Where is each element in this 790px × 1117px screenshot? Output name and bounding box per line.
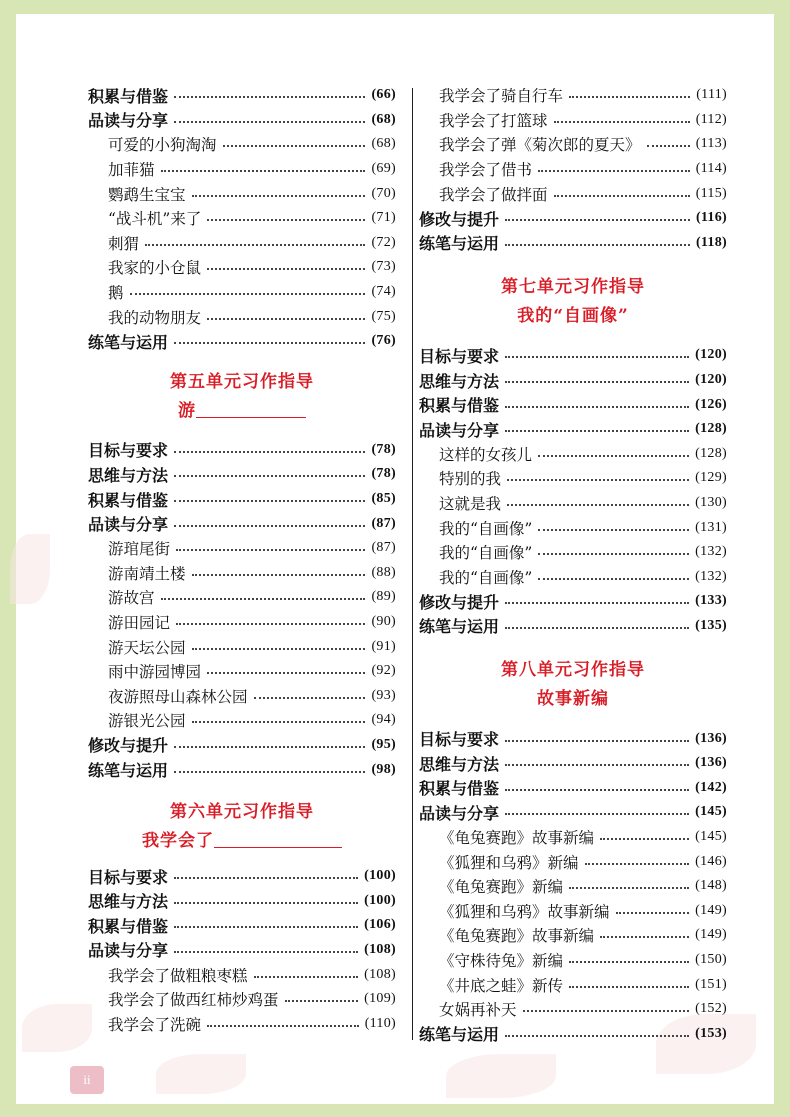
toc-entry[interactable]: 修改与提升 (133) bbox=[419, 592, 727, 612]
toc-entry[interactable]: 《狐狸和乌鸦》新编 (146) bbox=[439, 853, 727, 872]
toc-entry[interactable]: 《龟兔赛跑》故事新编 (149) bbox=[439, 927, 727, 946]
toc-entry[interactable]: 思维与方法 (100) bbox=[88, 892, 396, 912]
toc-entry[interactable]: 我学会了骑自行车 (111) bbox=[439, 87, 727, 106]
toc-entry[interactable]: 品读与分享 (68) bbox=[88, 111, 396, 131]
toc-entry[interactable]: 思维与方法 (120) bbox=[419, 371, 727, 391]
toc-entry[interactable]: 品读与分享 (145) bbox=[419, 803, 727, 823]
toc-entry[interactable]: 我的“自画像” (132) bbox=[439, 544, 727, 563]
toc-entry[interactable]: 《龟兔赛跑》新编 (148) bbox=[439, 878, 727, 897]
toc-entry[interactable]: 目标与要求 (136) bbox=[419, 730, 727, 750]
toc-entry[interactable]: 《井底之蛙》新传 (151) bbox=[439, 976, 727, 995]
toc-entry[interactable]: 练笔与运用 (98) bbox=[88, 761, 396, 781]
toc-entry[interactable]: 练笔与运用 (118) bbox=[419, 234, 727, 254]
toc-entry[interactable]: 女娲再补天 (152) bbox=[439, 1001, 727, 1020]
toc-entry[interactable]: 游银光公园 (94) bbox=[108, 712, 396, 731]
toc-entry[interactable]: 积累与借鉴 (85) bbox=[88, 490, 396, 510]
toc-entry[interactable]: 鹦鹉生宝宝 (70) bbox=[108, 185, 396, 204]
toc-entry[interactable]: 《狐狸和乌鸦》故事新编 (149) bbox=[439, 902, 727, 921]
unit-8-heading: 第八单元习作指导 bbox=[501, 660, 645, 681]
toc-entry[interactable]: 我学会了做西红柿炒鸡蛋 (109) bbox=[108, 991, 396, 1010]
unit-8-subtitle: 故事新编 bbox=[537, 689, 609, 710]
page-number-badge: ii bbox=[70, 1066, 104, 1094]
toc-entry[interactable]: 我的动物朋友 (75) bbox=[108, 308, 396, 327]
toc-entry[interactable]: 《龟兔赛跑》故事新编 (145) bbox=[439, 828, 727, 847]
toc-entry[interactable]: 目标与要求 (120) bbox=[419, 346, 727, 366]
toc-entry[interactable]: 目标与要求 (100) bbox=[88, 867, 396, 887]
toc-entry[interactable]: 练笔与运用 (135) bbox=[419, 617, 727, 637]
toc-entry[interactable]: 鹅 (74) bbox=[108, 284, 396, 303]
toc-entry[interactable]: 我的“自画像” (132) bbox=[439, 568, 727, 587]
toc-entry[interactable]: 品读与分享 (87) bbox=[88, 515, 396, 535]
unit-5-subtitle: 游 bbox=[88, 397, 396, 426]
toc-entry[interactable]: 这就是我 (130) bbox=[439, 495, 727, 514]
toc-entry[interactable]: 夜游照母山森林公园 (93) bbox=[108, 687, 396, 706]
toc-entry[interactable]: 思维与方法 (78) bbox=[88, 465, 396, 485]
toc-entry[interactable]: 我家的小仓鼠 (73) bbox=[108, 259, 396, 278]
toc-entry[interactable]: 练笔与运用 (153) bbox=[419, 1025, 727, 1045]
decorative-leaf bbox=[22, 1004, 92, 1052]
toc-entry[interactable]: 修改与提升 (116) bbox=[419, 209, 727, 229]
unit-7-heading: 第七单元习作指导 bbox=[501, 277, 645, 298]
toc-entry[interactable]: 我学会了弹《菊次郎的夏天》 (113) bbox=[439, 136, 727, 155]
toc-entry[interactable]: 游故宫 (89) bbox=[108, 589, 396, 608]
toc-entry[interactable]: 品读与分享 (128) bbox=[419, 420, 727, 440]
toc-entry[interactable]: 练笔与运用 (76) bbox=[88, 332, 396, 352]
toc-entry[interactable]: 思维与方法 (136) bbox=[419, 754, 727, 774]
fill-in-blank bbox=[196, 417, 306, 418]
unit-6-subtitle: 我学会了 bbox=[88, 827, 396, 856]
toc-entry[interactable]: 我学会了做粗粮枣糕 (108) bbox=[108, 966, 396, 985]
unit-5-heading: 第五单元习作指导 bbox=[170, 371, 314, 392]
decorative-leaf bbox=[10, 534, 50, 604]
toc-entry[interactable]: “战斗机”来了 (71) bbox=[108, 210, 396, 229]
fill-in-blank bbox=[214, 847, 342, 848]
toc-left-column bbox=[88, 83, 396, 1036]
toc-entry[interactable]: 我学会了借书 (114) bbox=[439, 161, 727, 180]
toc-entry[interactable]: 积累与借鉴 (142) bbox=[419, 779, 727, 799]
toc-entry[interactable]: 目标与要求 (78) bbox=[88, 441, 396, 461]
toc-entry[interactable]: 积累与借鉴 (126) bbox=[419, 396, 727, 416]
toc-entry[interactable]: 我学会了洗碗 (110) bbox=[108, 1015, 396, 1034]
toc-entry[interactable]: 游田园记 (90) bbox=[108, 613, 396, 632]
toc-entry[interactable]: 积累与借鉴 (106) bbox=[88, 916, 396, 936]
toc-entry[interactable]: 我的“自画像” (131) bbox=[439, 519, 727, 538]
unit-6-heading: 第六单元习作指导 bbox=[170, 801, 314, 822]
toc-entry[interactable]: 雨中游园博园 (92) bbox=[108, 663, 396, 682]
unit-7-subtitle: 我的“自画像” bbox=[517, 306, 629, 327]
toc-entry[interactable]: 品读与分享 (108) bbox=[88, 941, 396, 961]
toc-entry[interactable]: 修改与提升 (95) bbox=[88, 736, 396, 756]
toc-entry[interactable]: 《守株待兔》新编 (150) bbox=[439, 951, 727, 970]
toc-entry[interactable]: 游南靖土楼 (88) bbox=[108, 564, 396, 583]
toc-entry[interactable]: 游琯尾街 (87) bbox=[108, 540, 396, 559]
decorative-leaf bbox=[156, 1054, 246, 1094]
column-divider bbox=[412, 88, 413, 1040]
decorative-leaf bbox=[446, 1054, 556, 1098]
toc-entry[interactable]: 我学会了打篮球 (112) bbox=[439, 111, 727, 130]
toc-entry[interactable]: 我学会了做拌面 (115) bbox=[439, 185, 727, 204]
toc-entry[interactable]: 加菲猫 (69) bbox=[108, 161, 396, 180]
toc-entry[interactable]: 这样的女孩儿 (128) bbox=[439, 445, 727, 464]
toc-entry[interactable]: 积累与借鉴 (66) bbox=[88, 86, 396, 106]
toc-entry[interactable]: 可爱的小狗淘淘 (68) bbox=[108, 136, 396, 155]
toc-entry[interactable]: 刺猬 (72) bbox=[108, 234, 396, 253]
toc-entry[interactable]: 特别的我 (129) bbox=[439, 470, 727, 489]
toc-entry[interactable]: 游天坛公园 (91) bbox=[108, 638, 396, 657]
toc-right-column bbox=[419, 83, 727, 1046]
